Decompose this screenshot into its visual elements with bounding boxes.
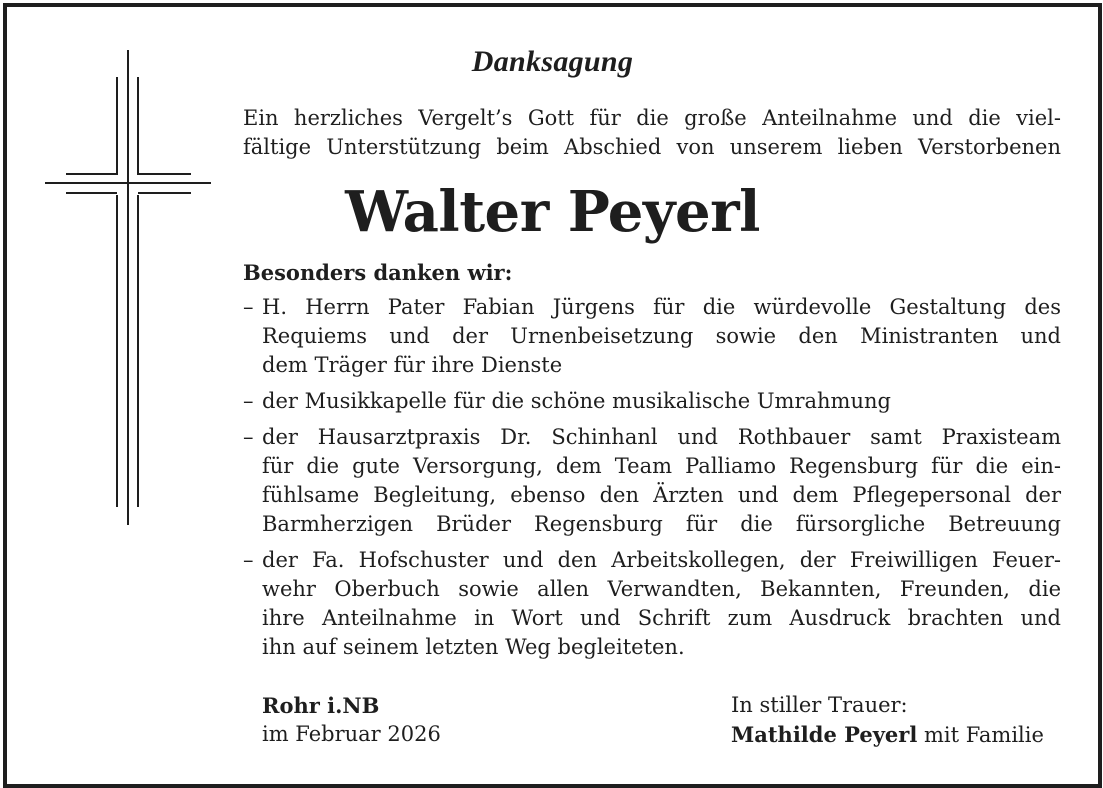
mourner-name: Mathilde Peyerl [731, 722, 918, 747]
list-line: fühlsame Begleitung, ebenso den Ärzten und dem Pflegepersonal der [262, 483, 1061, 507]
footer-date: im Februar 2026 [262, 722, 441, 746]
mourning-label: In stiller Trauer: [731, 693, 908, 717]
mourner-line [731, 720, 1044, 750]
list-line: dem Träger für ihre Dienste [262, 353, 563, 377]
intro-line: Ein herzliches Vergelt’s Gott für die große Anteilnahme und die viel- [243, 106, 1061, 130]
list-line: der Fa. Hofschuster und den Arbeitskollegen, der Freiwilligen Feuer- [262, 548, 1061, 572]
heading: Danksagung [471, 45, 634, 78]
obituary-frame [3, 3, 1102, 788]
footer-mourners [731, 691, 1044, 750]
list-item [243, 293, 1061, 380]
footer-place-date [262, 691, 441, 749]
list-line: ihre Anteilnahme in Wort und Schrift zum Ausdruck brachten und [262, 606, 1061, 630]
deceased-name: Walter Peyerl [345, 179, 760, 245]
list-line: der Musikkapelle für die schöne musikalische Umrahmung [262, 389, 891, 413]
list-item [243, 387, 1061, 416]
footer-place: Rohr i.NB [262, 693, 380, 718]
list-dash: – [243, 295, 254, 319]
list-item [243, 423, 1061, 539]
list-line: wehr Oberbuch sowie allen Verwandten, Bekannten, Freunden, die [262, 577, 1061, 601]
list-item [243, 546, 1061, 662]
list-line: Barmherzigen Brüder Regensburg für die fürsorgliche Betreuung [262, 512, 1061, 536]
list-dash: – [243, 389, 254, 413]
list-line: der Hausarztpraxis Dr. Schinhanl und Rothbauer samt Praxisteam [262, 425, 1061, 449]
list-line: ihn auf seinem letzten Weg begleiteten. [262, 635, 685, 659]
intro-text [243, 104, 1061, 162]
cross-icon [7, 7, 227, 547]
intro-line: fältige Unterstützung beim Abschied von unserem lieben Verstorbenen [243, 135, 1061, 159]
list-line: Requiems und der Urnenbeisetzung sowie den Ministranten und [262, 324, 1061, 348]
thanks-heading: Besonders danken wir: [243, 260, 513, 285]
list-dash: – [243, 425, 254, 449]
list-line: H. Herrn Pater Fabian Jürgens für die würdevolle Gestaltung des [262, 295, 1061, 319]
mourner-suffix: mit Familie [917, 723, 1044, 747]
list-line: für die gute Versorgung, dem Team Palliamo Regensburg für die ein- [262, 454, 1061, 478]
thanks-list [243, 293, 1061, 669]
list-dash: – [243, 548, 254, 572]
